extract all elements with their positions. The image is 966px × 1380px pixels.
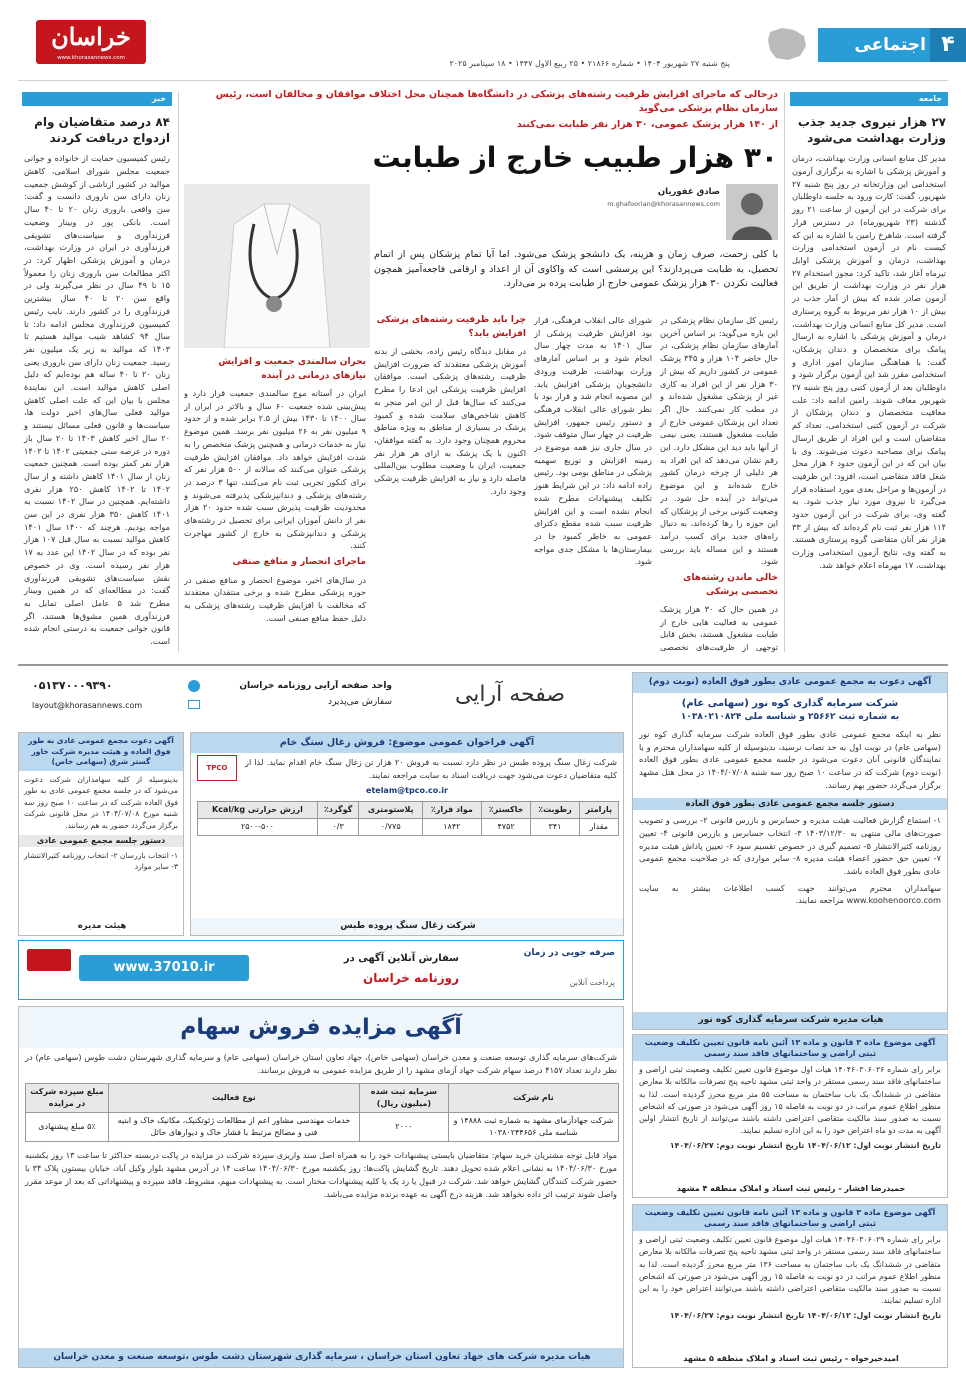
assembly-left-title: آگهی دعوت مجمع عمومی عادی به طور فوق العاده و هیئت مدیره شرکت خاور گستر شرق (سهامی خاص) (19, 733, 183, 771)
col-a-body: رئیس کل سازمان نظام پزشکی در این باره می‌گوید: بر اساس آخرین آمارهای سازمان نظام پزشکی، در حال حاضر ۱۰۴ هزار و ۳۴۵ پزشک عمومی در کشور داریم که بیش از ۳۰ هزار نفر از این افراد به کاری غیر از پزشکی مشغول شده‌اند و در مطب کار نمی‌کنند. حال اگر تعداد این پزشکان عمومی خارج از طبابت مشغول هستند، یعنی نیمی از آنها باید دید این مشکل دارد. این رقم نشان می‌دهد که این افراد به هر دلیلی از چرخه درمان کشور خارج شده‌اند و این موضوع می‌تواند در آینده حل شود. در وضعیت کنونی برخی از پزشکان که این حوزه را رها کرده‌اند، به دنبال راه‌های جدید برای کسب درآمد هستند و این مساله باید بررسی شود. (660, 315, 778, 567)
auction-td: ۵٪ مبلغ پیشنهادی (26, 1113, 109, 1142)
lead-kicker: درحالی که ماجرای افزایش ظرفیت رشته‌های پزشکی در دانشگاه‌ها همچنان محل اختلاف موافقان و مخالفان است، رئیس سازمان نظام پزشکی می‌گوید (215, 89, 778, 114)
logo-text: خراسان (51, 22, 131, 51)
tpco-th: خاکستر٪ (481, 801, 531, 818)
online-badge: صرفه جویی در زمان (523, 948, 615, 958)
ad-assembly-left (18, 732, 184, 936)
left-tag: خبر (22, 92, 172, 106)
lab-coat-photo (184, 184, 370, 348)
ad-auction (18, 1006, 624, 1368)
ad-koohenoor (632, 672, 948, 1030)
notice1-body: برابر رای شماره ۱۴۰۴۶۰۳۰۶۰۲۶ هیات اول موضوع قانون تعیین تکلیف وضعیت ثبتی اراضی و ساختمانهای فاقد سند رسمی مستقر در واحد ثبتی مشهد ناحیه پنج تصرفات مالکانه بلا معارض متقاضی در ششدانگ یک باب ساختمان به مساحت ۵۵ متر مربع محرز گردیده است. لذا به منظور اطلاع عموم مراتب در دو نوبت به فاصله ۱۵ روز آگهی می‌شود در صورتی که اشخاص نسبت به صدور سند مالکیت متقاضی اعتراضی داشته باشند می‌توانند از تاریخ انتشار اولین آگهی به مدت دو ماه اعتراض خود را به این اداره تسلیم نمایند. (639, 1065, 941, 1135)
notice2-dates: تاریخ انتشار نوبت اول: ۱۴۰۴/۰۶/۱۲ تاریخ انتشار نوبت دوم: ۱۴۰۴/۰۶/۲۷ (669, 1310, 941, 1320)
author-box (604, 184, 778, 244)
layout-title: صفحه آرایی (454, 682, 566, 707)
auction-table (25, 1083, 619, 1142)
right-body: مدیر کل منابع انسانی وزارت بهداشت، درمان و آموزش پزشکی با اشاره به برگزاری آزمون استخدامی این وزارتخانه در روز پنج شنبه ۲۷ شهریور، گفت: کارت ورود به جلسه داوطلبان برای شرکت در این آزمون از ساعت ۲۱ روز گذشته (۲۳ شهریورماه) در دسترس قرار گرفته است. شاهرخ رامین با اشاره به این که کیست نام در آزمون استخدامی وزارت بهداشت، درمان و آموزش پزشکی اوایل تیرماه آغاز شد، تاکید کرد: مجوز استخدام ۲۷ هزار نفر در وزارت بهداشت از طریق این آزمون صادر شده که بیش از آمار جذب در بیش از ۱۰ هزار نفر مربوط به گروه پرستاری است. مدیر کل منابع انسانی وزارت بهداشت، درمان و آموزش پزشکی با اشاره به ارسال پیامک برای متخصصان و دندان پزشکان، گفت: با هماهنگی سازمان امور اداری و استخدامی مقرر شد این آزمون برگزار شود و داوطلبان بعد از آزمون کتبی روز پنج شنبه ۲۷ شهریور معاف شوند. رامین ادامه داد: علت معافیت متخصصان و دندان پزشکان از شرکت در آزمون کتبی استخدامی، تعداد کم متقاضیان است و این افراد از طریق ارسال پیامک برای مصاحبه دعوت می‌شوند. وی با بیان این که در این آزمون حدود ۶ هزار محل شغل فاقد متقاضی است، افزود: این ظرفیت در آزمون‌ها و مراحل بعدی مورد استفاده قرار می‌گیرد تا نیروی مورد نیاز جذب شود. به گفته وی، برای شرکت در این آزمون حدود ۱۱۴ هزار نفر ثبت نام کرده‌اند که بیش از ۳۳ هزار نفر آنان متقاضی گروه پرستاری هستند. به گفته وی، نتایج آزمون استخدامی وزارت بهداشت، ۱۷ مهرماه اعلام خواهد شد. (792, 153, 947, 570)
notice2-footer: امیدخیرخواه - رئیس ثبت اسناد و املاک منطقه ۵ مشهد (683, 1354, 899, 1363)
assembly-left-agenda: ۱- انتخاب بازرسان ۲- انتخاب روزنامه کثیرالانتشار ۳- سایر موارد (24, 850, 178, 872)
auction-th: نام شرکت (448, 1084, 618, 1113)
ad-notice-1 (632, 1034, 948, 1198)
page-number: ۴ (930, 28, 966, 62)
tpco-td: ۱۸۴۲ (422, 818, 481, 835)
tpco-th: پارامتر (579, 801, 618, 818)
right-column (790, 92, 948, 652)
tpco-email[interactable]: etelam@tpco.co.ir (366, 785, 448, 795)
online-line2: روزنامه خراسان (363, 971, 459, 985)
tpco-td: ۰/۷۷۵ (359, 818, 422, 835)
col-b-body: شورای عالی انقلاب فرهنگی، قرار بود افزایش ظرفیت پزشکی از سال ۱۴۰۱ به مدت چهار سال انجام شود و بر اساس آمارهای وزارت بهداشت، ظرفیت ورودی دانشجویان پزشکی افزایش یابد. این مصوبه انجام شد و قرار بود با نظر شورای عالی انقلاب فرهنگی و دستور رئیس جمهور، افزایش ظرفیت در چهار سال متوقف شود. در سال جاری نیز همه موضوع در زمینه افزایش و توزیع سهمیه پزشکی در مناطق بومی بود. رئیس زاده ادامه داد: در این شرایط هنوز تکلیف پیشنهادات مطرح شده انجام نشده است و این افزایش ظرفیت سبب شده مقطع دکترای عمومی به خاطر کمبود جا در بیمارستان‌ها با مشکل جدی مواجه شود. (534, 315, 652, 567)
logo (36, 20, 146, 64)
tpco-td: ۴۷۵۲ (481, 818, 531, 835)
auction-td: خدمات مهندسی مشاور اعم از مطالعات ژئوتکنیک، مکانیک خاک و ابنیه فنی و مصالح مرتبط با فشار خاک و دیوارهای حائل (108, 1113, 359, 1142)
koohenoor-body: نظر به اینکه مجمع عمومی عادی بطور فوق العاده شرکت سرمایه گذاری کوه نور (سهامی عام) در نوبت اول به حد نصاب نرسید، بدینوسیله از کلیه سهامداران محترم و یا نمایندگان قانونی آنان دعوت می‌شود در جلسه مجمع عمومی عادی بطور فوق العاده (نوبت دوم) شرکت که در ساعت ۱۰ صبح روز سه شنبه ۱۴۰۴/۰۷/۰۸ در محل هتل مشهد برگزار می‌گردد حضور بهم رسانند. (639, 729, 942, 790)
layout-email: layout@khorasannews.com (32, 701, 143, 710)
online-site[interactable]: www.37010.ir (79, 955, 249, 981)
koohenoor-agenda: ۱- استماع گزارش فعالیت هیئت مدیره و حسابرس و بازرس قانونی ۲- بررسی و تصویب صورت‌های مالی منتهی به ۱۴۰۳/۱۲/۳۰ ۳- انتخاب حسابرس و بازرس قانونی ۴- تعیین روزنامه کثیرالانتشار ۵- تصمیم گیری در خصوص تقسیم سود ۶- تعیین پاداش هیئت مدیره ۷- تعیین حق حضور اعضاء هیئت مدیره ۸- سایر مواردی که در صلاحیت مجمع عمومی عادی بطور فوق العاده باشد. (639, 815, 942, 877)
tpco-td: ۰/۳ (317, 818, 359, 835)
left-body: رئیس کمیسیون حمایت از خانواده و جوانی جمعیت مجلس شورای اسلامی، کاهش موالید در کشور ازناشی از کوشش جمعیت زنان دارای سن باروری دانست و گفت: سن واقعی باروری زنان ۲۰ تا ۴۰ سال است. بانکی پور در وبینار وضعیت فرزندآوری و سیاست‌های تشویقی فرزندآوری در ایران در وزارت بهداشت، درمان و آموزش پزشکی اظهار کرد: در اکثر مطالعات سن باروری زنان را معمولاً ۱۵ تا ۴۹ سال در نظر می‌گیرند ولی در واقع سن ۲۰ تا ۴۰ سال بیشترین فرزندآوری را در کشور دارند. نایب رئیس کمیسیون فرزندآوری مجلس ادامه داد: تا سال ۹۴ کشاهد شیب موالید هستیم تا ۱۴۰۳ که موالید به زیر یک میلیون نفر رسید. جمعیت زنان دارای سن باروری یعنی زنان ۲۰ تا ۴۰ ساله هم بوده‌ایم که دلیل اصلی کاهش موالید است. ابن نمایندۀ مجلس با بیان این که علت اصلی کاهش موالید فعلی سال‌های اخیر دولت ها، سیاست‌ها و قانون فعلی مسائل نیستند و ۲۰ سال اخیر کاهش ۱۴۰۳ تا ۲۰ سال باز دوره در عرصه سنی جمعیتی ۱۴۰۲ تا ۱۴۰۲ هزار نفر کمتر بوده است. همچنین جمعیت زنان از سال ۱۴۰۱ کاهش داشته و از سال ۱۴۰۲ تا ۱۴۰۲ کاهش ۲۵۰ هزار نفری داشته‌ایم. همچنین در سال ۱۴۰۲ نسبت به ۱۴۰۱ کاهش ۳۵۰ هزار نفری در این سن مواجه بودیم. هرچند که ۱۴۰۰ سال ۱۴۰۱ کاهش موالید نسبت به سال قبل ۱۰۷ هزار نفر بوده که در سال ۱۴۰۲ این عدد به ۱۷ هزار نفر رسیده است. وی در خصوص نقش سیاست‌های تشویقی فرزندآوری گفت: در مطالعه‌ای که در همین وبینار مطرح شد ۵ عامل اصلی تمایل به فرزندآوری همین مشوق‌ها هستند، اگر قانون جوانی جمعیت به درستی انجام شده است. (24, 153, 171, 647)
online-logo (27, 949, 71, 971)
right-tag: جامعه (790, 92, 948, 106)
tpco-td: ۲۵۰۰-۵۰۰ (198, 818, 318, 835)
phone-icon (188, 680, 200, 692)
notice1-title: آگهی موضوع ماده ۳ قانون و ماده ۱۳ آئین نامه قانون تعیین تکلیف وضعیت ثبتی اراضی و ساختمانهای فاقد سند رسمی (633, 1035, 947, 1061)
tpco-footer: شرکت زغال سنگ پروده طبس (191, 918, 624, 936)
koohenoor-footer: هیات مدیره شرکت سرمایه گذاری کوه نور (633, 1012, 948, 1030)
col-c-body2: در سال‌های اخیر، موضوع انحصار و منافع صنفی در حوزه پزشکی مطرح شده و برخی منتقدان معتقدند که مخالفت با افزایش ظرفیت رشته‌های پزشکی به دلیل حفظ منافع صنفی است. (184, 574, 366, 623)
layout-desc1: واحد صفحه آرایی روزنامه خراسان (239, 681, 392, 691)
left-column (22, 92, 172, 652)
col-c-subhead2: ماجرای انحصار و منافع صنفی (232, 557, 366, 568)
notice1-dates: تاریخ انتشار نوبت اول: ۱۴۰۴/۰۶/۱۲ تاریخ انتشار نوبت دوم: ۱۴۰۴/۰۶/۲۷ (669, 1140, 941, 1150)
tpco-th: گوگرد٪ (317, 801, 359, 818)
auction-td: شرکت جهادآزمای مشهد به شماره ثبت ۱۴۸۸۸ و شناسه ملی ۱۰۳۸۰۲۴۴۶۵۶ (448, 1113, 618, 1142)
tpco-logo: TPCO (197, 755, 237, 781)
notice2-title: آگهی موضوع ماده ۳ قانون و ماده ۱۳ آئین نامه قانون تعیین تکلیف وضعیت ثبتی اراضی و ساختمانهای فاقد سند رسمی (633, 1205, 947, 1231)
online-line1: سفارش آنلاین آگهی در (343, 953, 459, 964)
auction-intro: شرکت‌های سرمایه گذاری توسعه صنعت و معدن خراسان (سهامی خاص)، جهاد تعاون استان خراسان (سهامی عام) و سرمایه گذاری شهرستان دشت طوس (سهامی عام) در نظر دارند تعداد ۴۱۵۷ درصد سهام شرکت جهاد آزمای مشهد را از طریق مزایده عمومی به فروش برسانند. (25, 1052, 617, 1075)
koohenoor-title: آگهی دعوت به مجمع عمومی عادی بطور فوق العاده (نوبت دوم) (633, 673, 947, 693)
auction-th: مبلغ سپرده شرکت در مزایده (26, 1084, 109, 1113)
left-title: ۸۴ درصد متقاضیان وام ازدواج دریافت کردند (34, 115, 170, 146)
col-c-body: ایران در آستانه موج سالمندی جمعیت قرار دارد و پیش‌بینی شده جمعیت ۶۰ سال و بالاتر در ایران از سال ۱۴۰۰ تا ۱۴۳۰ بیش از ۲.۵ برابر شده و از حدود ۹ میلیون نفر به ۲۶ میلیون نفر برسد. همین موضوع نیاز به خدمات درمانی و همچنین پزشک متخصص را به شدت افزایش خواهد داد. موافقان افزایش ظرفیت پزشکی عنوان می‌کنند که سالانه از ۵۰۰ هزار نفر که برای کنکور تجربی ثبت نام می‌کنند، تنها ۳ درصد در رشته‌های پزشکی و دندانپزشکی پذیرفته می‌شوند و محدودیت ظرفیت پذیرش سبب شده حدود ۲۰ هزار نفر از دانش آموزان ایرانی برای تحصیل در رشته‌های پزشکی و دندانپزشکی به خارج از کشور مهاجرت کنند. (184, 388, 366, 551)
assembly-left-footer: هیئت مدیره (77, 921, 127, 932)
lead-col-a (660, 314, 778, 654)
koohenoor-note: سهامداران محترم می‌توانند جهت کسب اطلاعات بیشتر به سایت www.koohenoorco.com مراجعه نمایند. (639, 882, 941, 906)
auction-th: نوع فعالیت (108, 1084, 359, 1113)
ad-layout-service (18, 672, 624, 728)
tpco-td: مقدار (579, 818, 618, 835)
section-banner (818, 28, 966, 62)
tpco-title: آگهی فراخوان عمومی موضوع: فروش زغال سنگ خام (191, 733, 623, 753)
ad-tpco (190, 732, 624, 936)
col-a-body2: در همین حال که ۳۰ هزار پزشک عمومی به فعالیت هایی خارج از طبابت مشغول هستند، بخش قابل توجهی از ظرفیت‌های تخصصی (660, 604, 778, 653)
auction-footer: هیات مدیره شرکت های جهاد تعاون استان خراسان ، سرمایه گذاری شهرستان دشت طوس ،توسعه صنعت و معدن خراسان (19, 1348, 624, 1368)
logo-sub: www.khorasannews.com (57, 55, 125, 61)
lead-col-b2 (374, 314, 526, 654)
auction-td: ۲۰۰۰ (359, 1113, 448, 1142)
tpco-th: مواد فرار٪ (422, 801, 481, 818)
author-email: m.ghafoorian@khorasannews.com (607, 200, 720, 208)
lead-kicker2: از ۱۴۰ هزار پزشک عمومی، ۳۰ هزار نفر طبابت نمی‌کنند (516, 118, 778, 130)
tpco-intro: شرکت زغال سنگ پروده طبس در نظر دارد نسبت به فروش ۲۰ هزار تن زغال سنگ خام اقدام نماید. لذا از کلیه متقاضیان دعوت می‌شود جهت دریافت اسناد به سایت مراجعه نمایند. (245, 757, 617, 780)
author-avatar (726, 184, 778, 240)
koohenoor-reg: به شماره ثبت ۲۵۶۶۲ و شناسه ملی ۱۰۳۸۰۲۱۰۸۲۴ (680, 711, 900, 722)
ad-notice-2 (632, 1204, 948, 1368)
lead-story (184, 88, 778, 658)
right-title: ۲۷ هزار نیروی جدید جذب وزارت بهداشت می‌شود (797, 115, 946, 146)
layout-desc2: سفارش می‌پذیرد (327, 697, 392, 707)
lead-col-c (184, 356, 366, 656)
date-line: پنج شنبه ۲۷ شهریور ۱۴۰۴ • شماره ۲۱۸۶۶ • ۲۵ ربیع الاول ۱۴۴۷ • ۱۸ سپتامبر ۲۰۲۵ (449, 59, 730, 68)
notice2-body: برابر رای شماره ۱۴۰۴۶۰۳۰۶۰۲۹ هیات اول موضوع قانون تعیین تکلیف وضعیت ثبتی اراضی و ساختمانهای فاقد سند رسمی مستقر در واحد ثبتی مشهد ناحیه پنج تصرفات مالکانه بلا معارض متقاضی در ششدانگ یک باب ساختمان به مساحت ۱۳۶ متر مربع محرز گردیده است. لذا به منظور اطلاع عموم مراتب در دو نوبت به فاصله ۱۵ روز آگهی می‌شود در صورتی که اشخاص نسبت به صدور سند مالکیت متقاضی اعتراضی داشته باشند می‌توانند اعتراض خود را به این اداره تسلیم نمایند. (639, 1235, 941, 1305)
auction-terms: مواد قابل توجه مشتریان خرید سهام: متقاضیان بایستی پیشنهادات خود را به همراه اصل سند واریزی سپرده شرکت در مزایده در پاکت دربسته حداکثر تا ساعت ۱۳ روز یکشنبه مورخ ۱۴۰۴/۰۶/۳۰ به نشانی اعلام شده تحویل دهند. تاریخ گشایش پاکت‌ها: روز یکشنبه مورخ ۱۴۰۴/۰۶/۳۰ ساعت ۱۴ در آدرس مشهد بلوار وکیل آباد، خیابان بیستون پلاک ۳۴ با حضور شرکت کنندگان گشایش خواهد شد. شرکت در قبول یا رد یک یا کلیه پیشنهادات مختار است. به پیشنهادات مبهم، مشروط، فاقد سپرده و پیشنهاداتی که بعد از موعد مقرر واصل شوند ترتیب اثر داده نخواهد شد. هزینه درج آگهی به عهده برنده مزایده می‌باشد. (25, 1150, 617, 1199)
section-title: اجتماعی (854, 35, 926, 55)
koohenoor-agenda-title: دستور جلسه مجمع عمومی عادی بطور فوق العاده (633, 798, 947, 811)
iran-map-icon (764, 24, 810, 64)
email-icon (188, 700, 200, 709)
tpco-th: ارزش حرارتی Kcal/kg (198, 801, 318, 818)
lead-col-b (534, 314, 652, 654)
col-c-subhead: بحران سالمندی جمعیت و افزایش نیازهای درمانی در آینده (218, 357, 366, 381)
lead-headline: ۳۰ هزار طبیب خارج از طبابت (372, 141, 778, 175)
tpco-th: رطوبت٪ (531, 801, 579, 818)
col-b-body2: در مقابل دیدگاه رئیس زاده، بخشی از بدنه آموزش پزشکی معتقدند که ضرورت افزایش ظرفیت رشته‌های پزشکی است. موافقان افزایش ظرفیت پزشکی این ادعا را مطرح می‌کنند که سال‌ها قبل از این امر منجر به کاهش شاخص‌های سلامت شده و کمبود پزشک در بسیاری از مناطق به ویژه مناطق محروم همچنان وجود دارد. به گفته موافقان، اکنون با یک پزشک به ازای هر هزار نفر جمعیت، ایران با وضعیت مطلوب بین‌المللی فاصله دارد و نیاز به افزایش ظرفیت پزشکی وجود دارد. (374, 346, 526, 496)
auction-th: سرمایه ثبت شده (میلیون ریال) (359, 1084, 448, 1113)
auction-title: آگهی مزایده فروش سهام (19, 1007, 623, 1048)
col-b-subhead: چرا باید ظرفیت رشته‌های پزشکی افزایش یابد؟ (376, 315, 526, 339)
online-pay: پرداخت آنلاین (569, 978, 615, 987)
author-name: صادق غفوریان (657, 187, 720, 197)
tpco-th: پلاستومتری (359, 801, 422, 818)
assembly-left-body: بدینوسیله از کلیه سهامداران شرکت دعوت می‌شود که در جلسه مجمع عمومی عادی به طور فوق العاده شرکت که در ساعت ۱۰ صبح روز سه شنبه مورخ ۱۴۰۴/۰۷/۰۸ در محل قانونی شرکت برگزار می‌گردد حضور به هم رسانند. (24, 774, 179, 830)
lead-intro: با کلی زحمت، صرف زمان و هزینه، یک دانشجو پزشک می‌شود. اما آیا تمام پزشکان پس از اتمام تحصیل، به طبابت می‌پردازند؟ این پرسشی است که واکاوی آن از اعداد و ارقامی فاجعه‌آمیز همچون فعالیت نکردن ۳۰ هزار پزشک عمومی خارج از طبابت پرده بر می‌دارد. (374, 249, 778, 290)
col-a-subhead: خالی ماندن رشته‌های تخصصی پزشکی (683, 573, 778, 597)
layout-phone: ۰۵۱۳۷۰۰۰۹۳۹۰ (32, 679, 113, 692)
tpco-td: ۳۴۱ (531, 818, 579, 835)
notice1-footer: حمیدرضا افشار - رئیس ثبت اسناد و املاک منطقه ۴ مشهد (676, 1184, 906, 1193)
ad-online (18, 940, 624, 1000)
assembly-left-agenda-title: دستور جلسه مجمع عمومی عادی (19, 835, 183, 847)
koohenoor-company: شرکت سرمایه گذاری کوه نور (سهامی عام) (681, 697, 899, 709)
tpco-table (197, 801, 619, 836)
masthead (0, 0, 966, 82)
